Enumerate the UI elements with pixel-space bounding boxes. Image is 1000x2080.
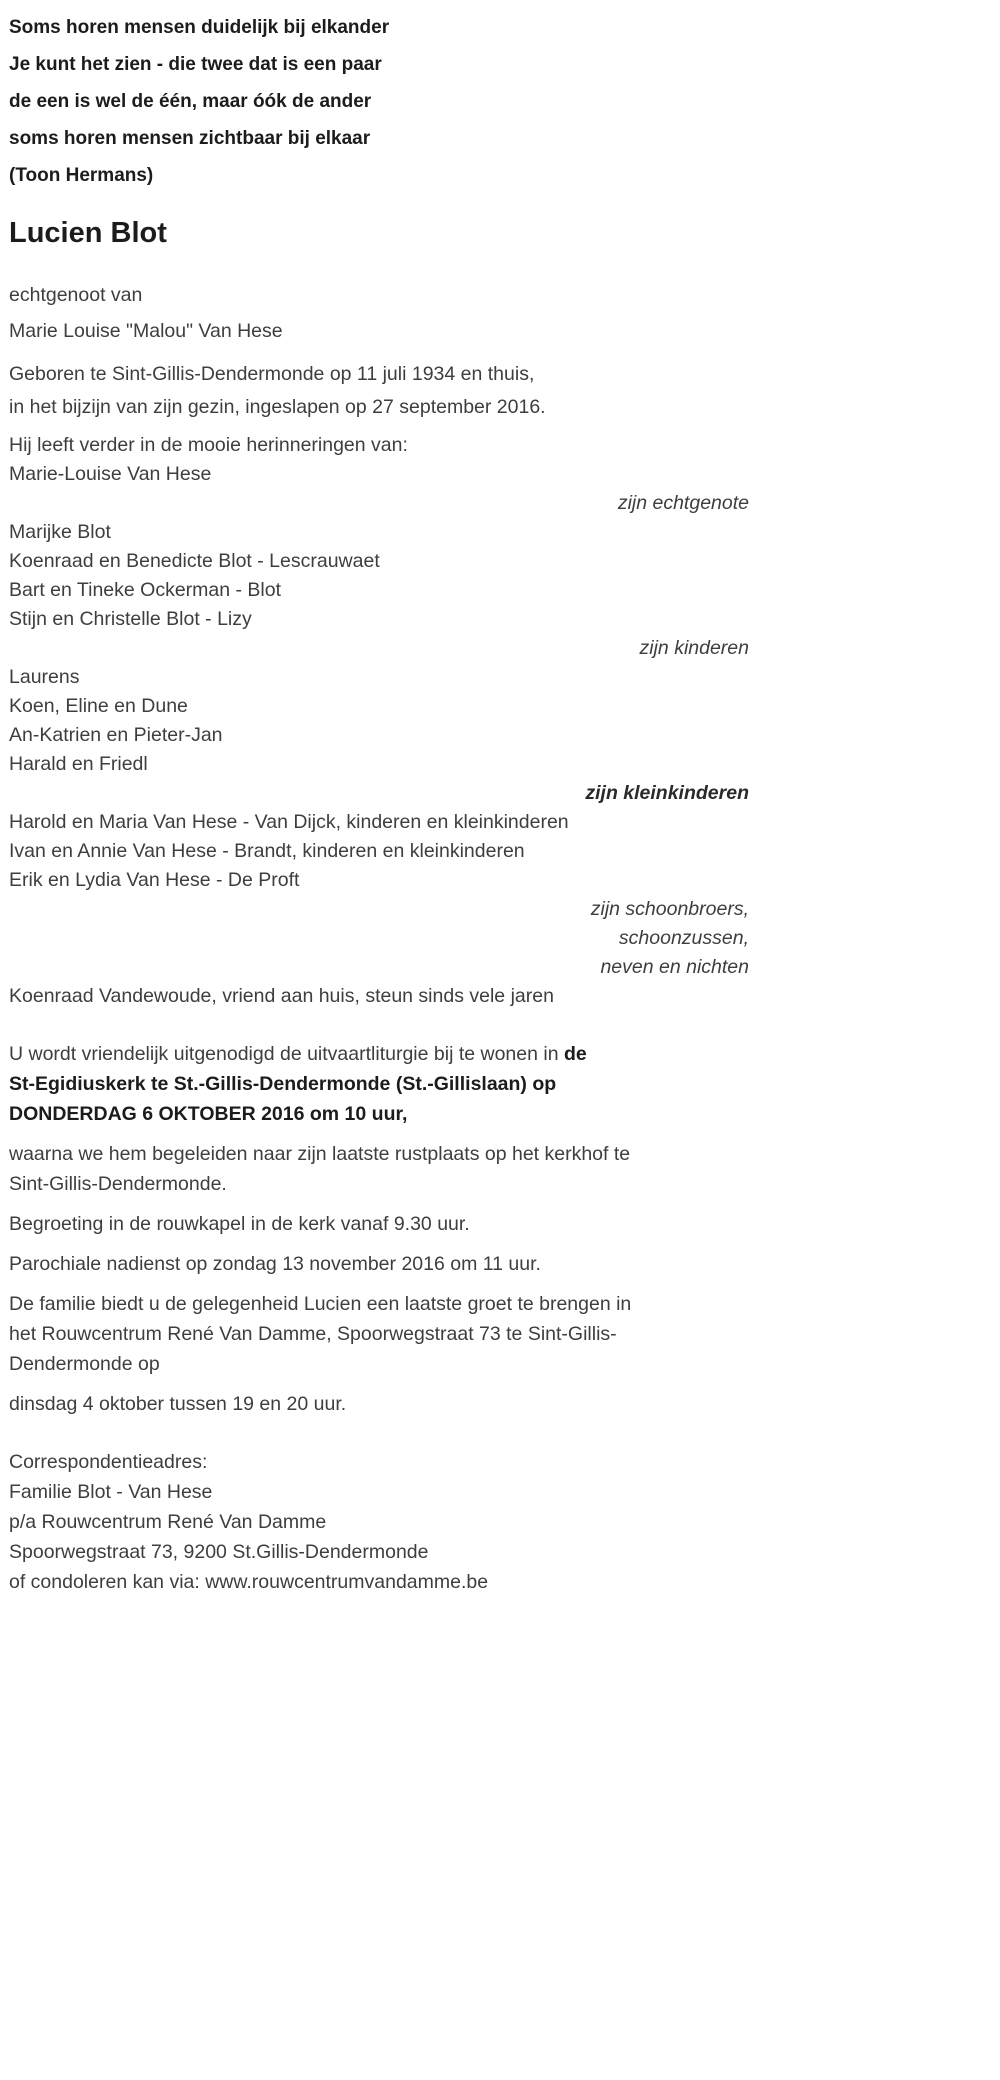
family-friend: Koenraad Vandewoude, vriend aan huis, steun sinds vele jaren [9,985,554,1007]
memories-intro: Hij leeft verder in de mooie herinneringen van: [9,434,408,456]
greeting-paragraph [9,1209,749,1239]
visitation-time: dinsdag 4 oktober tussen 19 en 20 uur. [9,1393,347,1415]
burial-paragraph [9,1139,749,1199]
condolence-text: of condoleren kan via: [9,1571,206,1593]
invitation-location: St-Egidiuskerk te St.-Gillis-Dendermonde (St.-Gillislaan) op [9,1073,557,1095]
relation-label-inlaws-3: neven en nichten [600,956,749,978]
family-child: Marijke Blot [9,521,111,543]
burial-line-1: waarna we hem begeleiden naar zijn laatste rustplaats op het kerkhof te [9,1143,631,1165]
visitation-line-3: Dendermonde op [9,1353,160,1375]
spouse-name: Marie Louise "Malou" Van Hese [9,320,283,342]
visitation-line-1: De familie biedt u de gelegenheid Lucien een laatste groet te brengen in [9,1293,632,1315]
death-line: in het bijzijn van zijn gezin, ingeslapen op 27 september 2016. [9,396,546,418]
visitation-paragraph [9,1289,749,1379]
relation-label-children: zijn kinderen [639,637,749,659]
correspondence-section [9,1447,749,1597]
family-child: Stijn en Christelle Blot - Lizy [9,608,252,630]
poem-line-4: soms horen mensen zichtbaar bij elkaar [9,128,371,149]
relation-label-inlaws-2: schoonzussen, [618,927,749,949]
relation-label-grandchildren: zijn kleinkinderen [585,782,749,804]
invitation-line-1 [9,1039,749,1069]
family-grandchild: Harald en Friedl [9,753,148,775]
family-inlaw: Harold en Maria Van Hese - Van Dijck, kinderen en kleinkinderen [9,811,569,833]
birth-line: Geboren te Sint-Gillis-Dendermonde op 11 juli 1934 en thuis, [9,363,535,385]
life-dates [9,358,749,424]
greeting-line: Begroeting in de rouwkapel in de kerk vanaf 9.30 uur. [9,1213,470,1235]
family-child: Bart en Tineke Ockerman - Blot [9,579,282,601]
family-grandchild: An-Katrien en Pieter-Jan [9,724,223,746]
family-inlaw: Erik en Lydia Van Hese - De Proft [9,869,300,891]
visitation-line-2: het Rouwcentrum René Van Damme, Spoorwegstraat 73 te Sint-Gillis- [9,1323,617,1345]
poem [9,9,749,194]
address-line-street: Spoorwegstraat 73, 9200 St.Gillis-Dendermonde [9,1541,429,1563]
poem-line-3: de een is wel de één, maar óók de ander [9,91,372,112]
family-spouse: Marie-Louise Van Hese [9,463,212,485]
family-list [9,460,749,1011]
memorial-line: Parochiale nadienst op zondag 13 november 2016 om 11 uur. [9,1253,541,1275]
correspondence-title: Correspondentieadres: [9,1451,208,1473]
family-grandchild: Laurens [9,666,80,688]
deceased-name: Lucien Blot [9,217,167,249]
family-inlaw: Ivan en Annie Van Hese - Brandt, kinderen en kleinkinderen [9,840,525,862]
poem-line-2: Je kunt het zien - die twee dat is een paar [9,54,382,75]
visitation-time-paragraph [9,1389,749,1419]
family-child: Koenraad en Benedicte Blot - Lescrauwaet [9,550,380,572]
condolence-line [9,1567,749,1597]
poem-author: (Toon Hermans) [9,165,154,186]
invitation-datetime: DONDERDAG 6 OKTOBER 2016 om 10 uur, [9,1103,408,1125]
invitation-bold-text: de [563,1043,587,1065]
address-line-family: Familie Blot - Van Hese [9,1481,213,1503]
relation-label-spouse: zijn echtgenote [617,492,749,514]
spouse-intro: echtgenoot van [9,284,143,306]
burial-line-2: Sint-Gillis-Dendermonde. [9,1173,227,1195]
address-line-care-of: p/a Rouwcentrum René Van Damme [9,1511,327,1533]
poem-line-1: Soms horen mensen duidelijk bij elkander [9,17,390,38]
memorial-paragraph [9,1249,749,1279]
invitation-text: U wordt vriendelijk uitgenodigd de uitvaartliturgie bij te wonen in [9,1043,564,1065]
relation-label-inlaws-1: zijn schoonbroers, [590,898,749,920]
invitation-paragraph [9,1039,749,1129]
website-url[interactable]: www.rouwcentrumvandamme.be [205,1571,489,1593]
family-grandchild: Koen, Eline en Dune [9,695,188,717]
